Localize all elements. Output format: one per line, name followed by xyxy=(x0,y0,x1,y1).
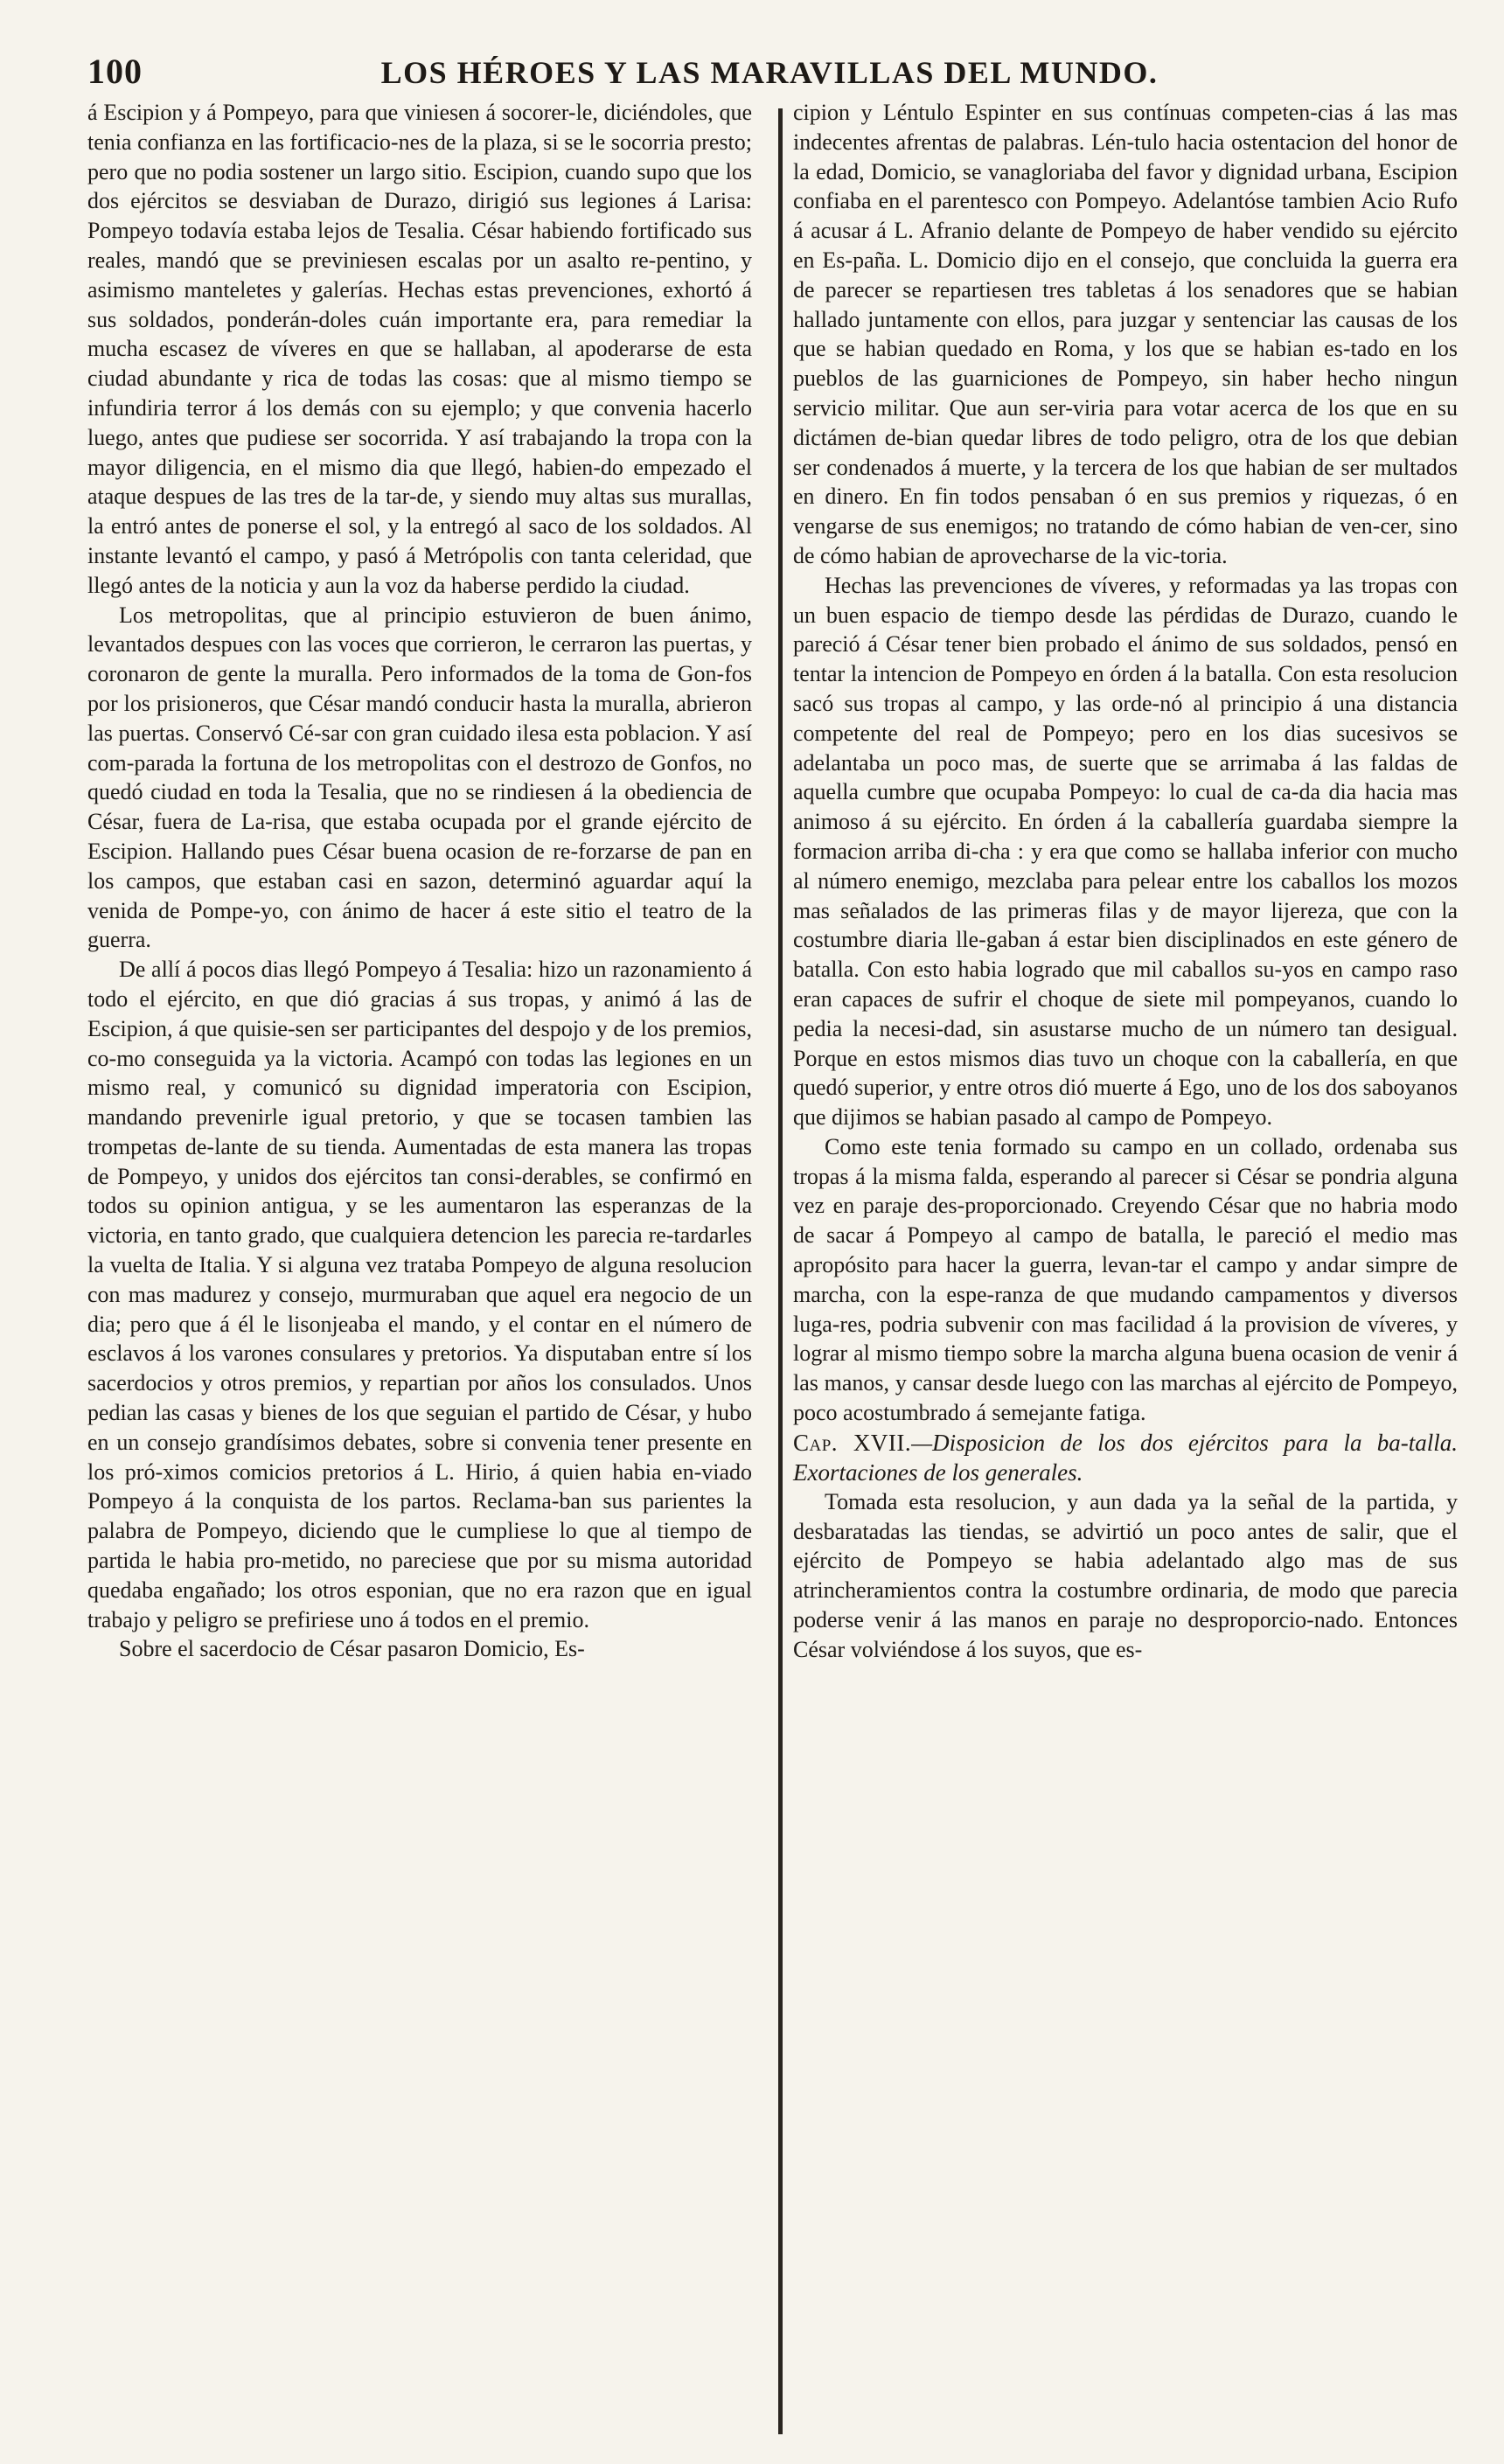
running-title: LOS HÉROES Y LAS MARAVILLAS DEL MUNDO. xyxy=(380,55,1159,90)
chapter-title: —Disposicion de los dos ejércitos para la ba-talla. Exortaciones de los generales. xyxy=(793,1429,1458,1486)
page-number: 100 xyxy=(87,52,143,91)
chapter-label: Cap. XVII. xyxy=(793,1429,912,1456)
chapter-heading xyxy=(793,1428,1458,1487)
left-column xyxy=(87,98,752,1664)
paragraph: Como este tenia formado su campo en un collado, ordenaba sus tropas á la misma falda, esperando al parecer si César se pondria alguna vez en paraje des-proporcionado. Creyendo César que no habria modo de sacar á Pompeyo al campo de batalla, le pareció el medio mas apropósito para hacer la guerra, levan-tar el campo y andar simpre de marcha, con la espe-ranza de que mudando campamentos y diversos luga-res, podria subvenir con mas facilidad á la provision de víveres, y lograr al mismo tiempo sobre la marcha alguna buena ocasion de venir á las manos, y cansar desde luego con las marchas al ejército de Pompeyo, poco acostumbrado á semejante fatiga. xyxy=(793,1133,1458,1426)
paragraph: á Escipion y á Pompeyo, para que viniesen á socorer-le, diciéndoles, que tenia confianza en las fortificacio-nes de la plaza, si se le socorria presto; pero que no podia sostener un largo sitio. Escipion, cuando supo que los dos ejércitos se desviaban de Durazo, dirigió sus legiones á Larisa: Pompeyo todavía estaba lejos de Tesalia. César habiendo fortificado sus reales, mandó que se previniesen escalas por un asalto re-pentino, y asimismo manteletes y galerías. Hechas estas prevenciones, exhortó á sus soldados, ponderán-doles cuán importante era, para remediar la mucha escasez de víveres en que se hallaban, al apoderarse de esta ciudad abundante y rica de todas las cosas: que al mismo tiempo se infundiria terror á los demás con su ejemplo; y que convenia hacerlo luego, antes que pudiese ser socorrida. Y así trabajando la tropa con la mayor diligencia, en el mismo dia que llegó, habien-do empezado el ataque despues de las tres de la tar-de, y siendo muy altas sus murallas, la entró antes de ponerse el sol, y la entregó al saco de los soldados. Al instante levantó el campo, y pasó á Metrópolis con tanta celeridad, que llegó antes de la noticia y aun la voz da haberse perdido la ciudad. xyxy=(87,100,752,598)
right-column xyxy=(793,98,1458,1665)
page-header xyxy=(87,51,1452,94)
paragraph: cipion y Léntulo Espinter en sus contínuas competen-cias á las mas indecentes afrentas de palabras. Lén-tulo hacia ostentacion del honor de la edad, Domicio, se vanagloriaba del favor y dignidad urbana, Escipion confiaba en el parentesco con Pompeyo. Adelantóse tambien Acio Rufo á acusar á L. Afranio delante de Pompeyo de haber vendido su ejército en Es-paña. L. Domicio dijo en el consejo, que concluida la guerra era de parecer se repartiesen tres tabletas á los senadores que se habian hallado juntamente con ellos, para juzgar y sentenciar las causas de los que se habian quedado en Roma, y los que se habian es-tado en los pueblos de las guarniciones de Pompeyo, sin haber hecho ningun servicio militar. Que aun ser-viria para votar acerca de los que en su dictámen de-bian quedar libres de todo peligro, otra de los que debian ser condenados á muerte, y la tercera de los que habian de ser multados en dinero. En fin todos pensaban ó en sus premios y riquezas, ó en vengarse de sus enemigos; no tratando de cómo habian de ven-cer, sino de cómo habian de aprovecharse de la vic-toria. xyxy=(793,100,1458,568)
paragraph: De allí á pocos dias llegó Pompeyo á Tesalia: hizo un razonamiento á todo el ejército, en que dió gracias á sus tropas, y animó á las de Escipion, á que quisie-sen ser participantes del despojo y de los premios, co-mo conseguida ya la victoria. Acampó con todas las legiones en un mismo real, y comunicó su dignidad imperatoria con Escipion, mandando prevenirle igual pretorio, y que se tocasen tambien las trompetas de-lante de su tienda. Aumentadas de esta manera las tropas de Pompeyo, y unidos dos ejércitos tan consi-derables, se confirmó en todos su opinion antigua, y se les aumentaron las esperanzas de la victoria, en tanto grado, que cualquiera detencion les parecia re-tardarles la vuelta de Italia. Y si alguna vez trataba Pompeyo de alguna resolucion con mas madurez y consejo, murmuraban que aquel era negocio de un dia; pero que á él le lisonjeaba el mando, y el contar en el número de esclavos á los varones consulares y pretorios. Ya disputaban entre sí los sacerdocios y otros premios, y repartian por años los consulados. Unos pedian las casas y bienes de los que seguian el partido de César, y hubo en un consejo grandísimos debates, sobre si convenia tener presente en los pró-ximos comicios pretorios á L. Hirio, á quien habia en-viado Pompeyo á la conquista de los partos. Reclama-ban sus parientes la palabra de Pompeyo, diciendo que le cumpliese lo que al tiempo de partida le habia pro-metido, no pareciese que por su misma autoridad quedaba engañado; los otros esponian, que no era razon que en igual trabajo y peligro se prefiriese uno á todos en el premio. xyxy=(87,957,752,1632)
paragraph: Sobre el sacerdocio de César pasaron Domicio, Es- xyxy=(119,1636,585,1662)
paragraph: Tomada esta resolucion, y aun dada ya la señal de la partida, y desbaratadas las tiendas, se advirtió un poco antes de salir, que el ejército de Pompeyo se habia adelantado algo mas de sus atrincheramientos contra la costumbre ordinaria, de modo que parecia poderse venir á las manos en paraje no desproporcio-nado. Entonces César volviéndose á los suyos, que es- xyxy=(793,1488,1458,1662)
column-divider xyxy=(778,108,783,2434)
paragraph: Los metropolitas, que al principio estuvieron de buen ánimo, levantados despues con las voces que corrieron, le cerraron las puertas, y coronaron de gente la muralla. Pero informados de la toma de Gon-fos por los prisioneros, que César mandó conducir hasta la muralla, abrieron las puertas. Conservó Cé-sar con gran cuidado ilesa esta poblacion. Y así com-parada la fortuna de los metropolitas con el destrozo de Gonfos, no quedó ciudad en toda la Tesalia, que no se rindiesen á la obediencia de César, fuera de La-risa, que estaba ocupada por el grande ejército de Escipion. Hallando pues César buena ocasion de re-forzarse de pan en los campos, que estaban casi en sazon, determinó aguardar aquí la venida de Pompe-yo, con ánimo de hacer á este sitio el teatro de la guerra. xyxy=(87,602,752,953)
paragraph: Hechas las prevenciones de víveres, y reformadas ya las tropas con un buen espacio de tiempo desde las pérdidas de Durazo, cuando le pareció á César tener bien probado el ánimo de sus soldados, pensó en tentar la intencion de Pompeyo en órden á la batalla. Con esta resolucion sacó sus tropas al campo, y las orde-nó al principio á una distancia competente del real de Pompeyo; pero en los dias sucesivos se adelantaba un poco mas, de suerte que se arrimaba á las faldas de aquella cumbre que ocupaba Pompeyo: lo cual de ca-da dia hacia mas animoso á su ejército. En órden á la caballería guardaba siempre la formacion arriba di-cha : y era que como se hallaba inferior con mucho al número enemigo, mezclaba para pelear entre los caballos los mozos mas señalados de las primeras filas y de mayor lijereza, que con la costumbre diaria lle-gaban á estar bien disciplinados en este género de batalla. Con esto habia logrado que mil caballos su-yos en campo raso eran capaces de sufrir el choque de siete mil pompeyanos, cuando lo pedia la necesi-dad, sin asustarse mucho de un número tan desigual. Porque en estos mismos dias tuvo un choque con la caballería, en que quedó superior, y entre otros dió muerte á Ego, uno de los dos saboyanos que dijimos se habian pasado al campo de Pompeyo. xyxy=(793,572,1458,1131)
